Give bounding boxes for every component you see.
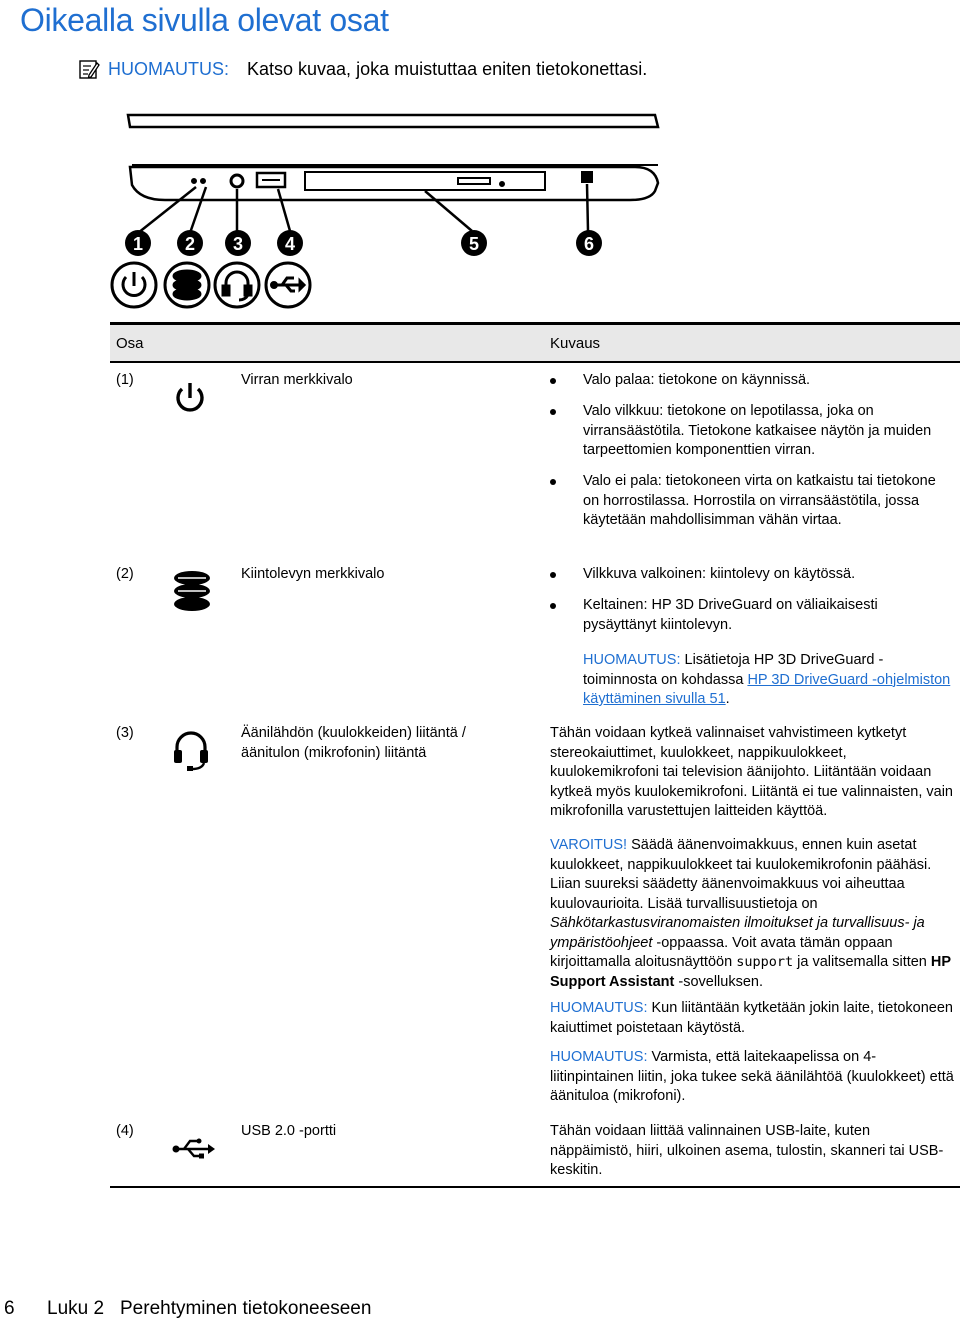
row-3-note-2 [550, 1048, 955, 1107]
callout-1-icon [125, 230, 151, 256]
callouts [125, 230, 602, 256]
row-3-note-2-text: Varmista, että laitekaapelissa on 4-liitinpintainen liitin, joka tukee sekä äänilähtöä (kuulokkeet) että äänituloa (mikrofoni). [550, 1049, 954, 1104]
chapter-label: Luku 2 [47, 1298, 105, 1319]
row-4-description: Tähän voidaan liittää valinnainen USB-laite, kuten näppäimistö, hiiri, ulkoinen asema, tulostin, skanneri tai USB-keskitin. [550, 1123, 944, 1178]
row-2-bullet-1: Vilkkuva valkoinen: kiintolevy on käytössä. [549, 565, 954, 585]
row-3-note-1-label: HUOMAUTUS: [550, 1000, 648, 1016]
row-1-bullet-1: Valo palaa: tietokone on käynnissä. [549, 371, 954, 391]
row-2-note-link[interactable]: HP 3D DriveGuard -ohjelmiston käyttäminen sivulla 51 [583, 671, 951, 707]
row-3-name: Äänilähdön (kuulokkeiden) liitäntä / äänitulon (mikrofonin) liitäntä [241, 725, 466, 761]
row-2-note-label: HUOMAUTUS: [583, 652, 681, 668]
table-bottom-rule [110, 1186, 960, 1188]
usb-icon [172, 1138, 216, 1160]
row-3-warning-bold: HP Support Assistant [550, 954, 951, 990]
header-part: Osa [116, 335, 144, 352]
row-2-note-text: Lisätietoja HP 3D DriveGuard -toiminnosta on kohdassa [583, 652, 884, 688]
table-header-rule [110, 361, 960, 363]
drive-large-icon [165, 263, 209, 307]
row-4-number: (4) [116, 1123, 134, 1139]
row-3-warning-text-2: -oppaassa. Voit avata tämän oppaan kirjoittamalla aloitusnäyttöön [550, 934, 893, 970]
row-1-number: (1) [116, 372, 134, 388]
row-3-warning [550, 836, 955, 992]
row-2-number: (2) [116, 566, 134, 582]
row-3-warning-code: support [736, 954, 794, 970]
page-number: 6 [4, 1298, 15, 1319]
row-1-bullet-2: Valo vilkkuu: tietokone on lepotilassa, joka on virransäästötila. Tietokone katkaisee näytön ja muiden tarpeettomien komponenttien virran. [549, 402, 954, 461]
callout-5-icon [461, 230, 487, 256]
callout-3-icon [225, 230, 251, 256]
row-2-bullet-2: Keltainen: HP 3D DriveGuard on väliaikaisesti pysäyttänyt kiintolevyn. [549, 596, 954, 635]
row-3-warning-text-3: ja valitsemalla sitten [797, 954, 927, 970]
drive-icon [172, 570, 212, 612]
row-3-warning-italic: Sähkötarkastusviranomaisten ilmoitukset ja turvallisuus- ja ympäristöohjeet [550, 915, 925, 951]
laptop-right-side-illustration [110, 105, 670, 315]
svg-text:2: 2 [184, 234, 196, 254]
table-header [110, 325, 960, 361]
chapter-title: Perehtyminen tietokoneeseen [120, 1298, 372, 1319]
row-3-note-2-label: HUOMAUTUS: [550, 1049, 648, 1065]
power-icon [172, 380, 208, 416]
callout-6-icon [576, 230, 602, 256]
row-3-warning-text-1: Säädä äänenvoimakkuus, ennen kuin asetat kuulokkeet, nappikuulokkeet tai kuulokemikrofonin päähäsi. Liian suureksi säädetty äänenvoimakkuus voi aiheuttaa kuulovaurioita. Lisää turvallisuustietoja on [550, 837, 932, 912]
row-1-name: Virran merkkivalo [241, 372, 353, 388]
header-description: Kuvaus [550, 335, 601, 352]
svg-text:4: 4 [284, 234, 296, 254]
headset-large-icon [215, 263, 259, 307]
note-icon [78, 58, 100, 80]
page-title: Oikealla sivulla olevat osat [20, 2, 389, 38]
svg-text:1: 1 [132, 234, 144, 254]
row-3-warning-text-4: -sovelluksen. [678, 973, 763, 990]
callout-4-icon [277, 230, 303, 256]
row-3-note-1 [550, 999, 955, 1038]
svg-text:5: 5 [468, 234, 480, 254]
callout-2-icon [177, 230, 203, 256]
row-2-name: Kiintolevyn merkkivalo [241, 566, 385, 582]
row-2-note [583, 651, 953, 710]
row-3-warning-label: VAROITUS! [550, 837, 628, 853]
row-3-number: (3) [116, 725, 134, 741]
top-note-label: HUOMAUTUS: [108, 58, 229, 79]
power-large-icon [112, 263, 156, 307]
svg-text:6: 6 [583, 234, 595, 254]
row-4-name: USB 2.0 -portti [241, 1123, 337, 1139]
top-note-text: Katso kuvaa, joka muistuttaa eniten tietokonettasi. [247, 58, 648, 79]
usb-large-icon [266, 263, 310, 307]
row-3-description: Tähän voidaan kytkeä valinnaiset vahvistimeen kytketyt stereokaiuttimet, kuulokkeet, nappikuulokkeet, kuulokemikrofoni tai television äänijohto. Liitäntään voidaan kytkeä myös kuulokemikrofoni. Liitäntä ei tue valinnaisten, vain mikrofonilla varustettujen laitteiden käyttöä. [550, 725, 953, 819]
svg-text:3: 3 [232, 234, 244, 254]
top-note [78, 58, 647, 80]
laptop-outline [128, 115, 658, 200]
row-3-note-1-text: Kun liitäntään kytketään jokin laite, tietokoneen kaiuttimet poistetaan käytöstä. [550, 1000, 953, 1036]
headset-icon [172, 731, 210, 771]
row-1-bullet-3: Valo ei pala: tietokoneen virta on katkaistu tai tietokone on horrostilassa. Horrostila on virransäästötila, jossa käytetään mahdollisimman vähän virtaa. [549, 472, 954, 531]
row-2-note-end: . [725, 691, 730, 707]
